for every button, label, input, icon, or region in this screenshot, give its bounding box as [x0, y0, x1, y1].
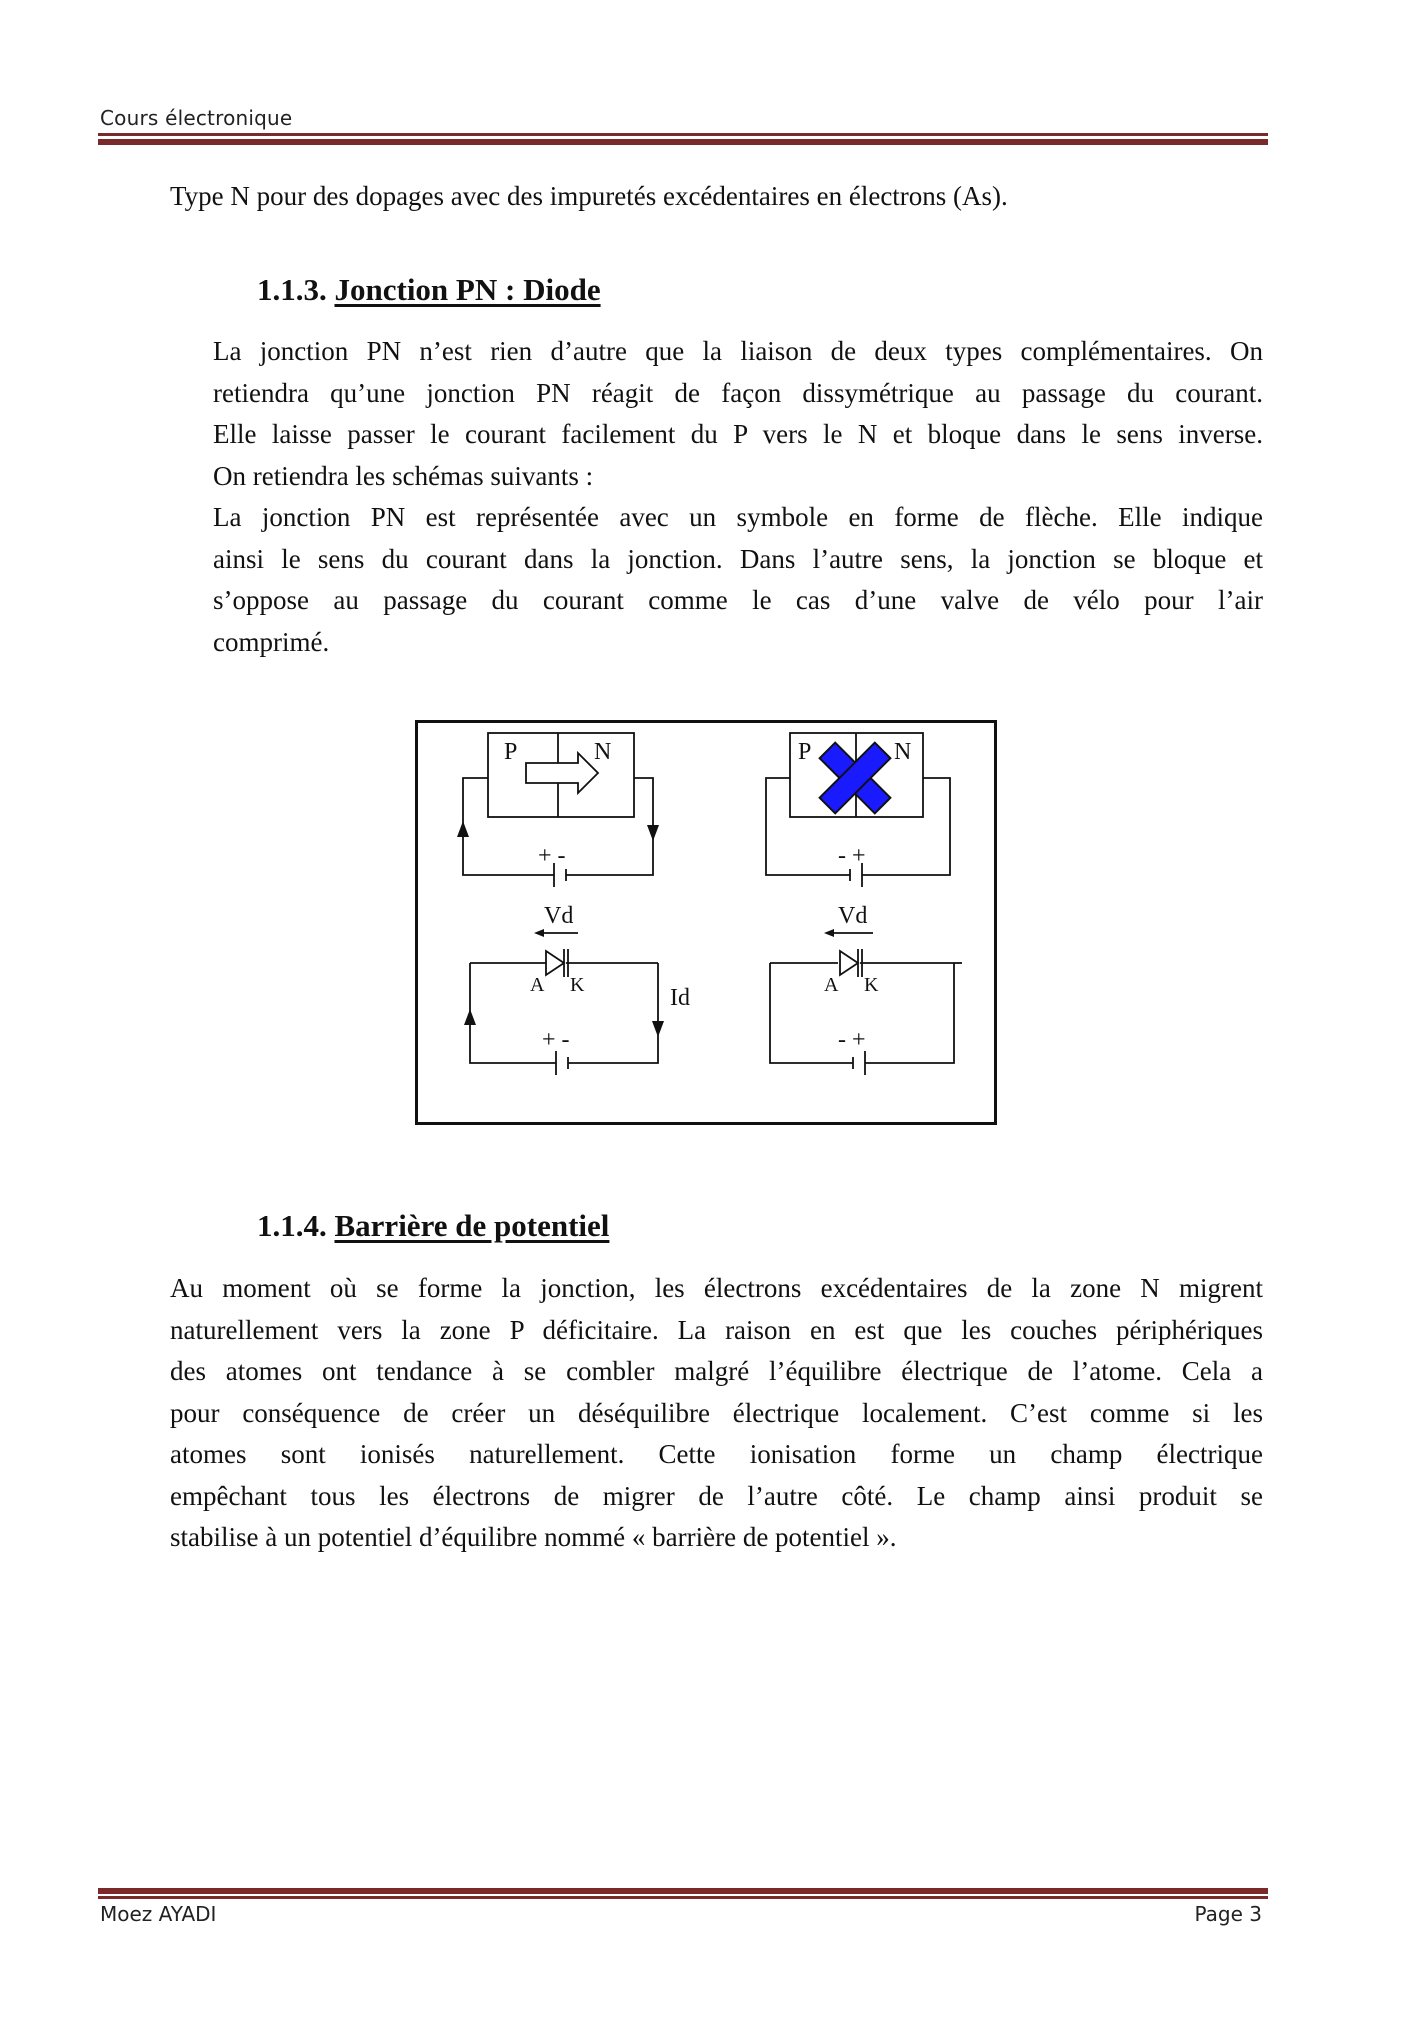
paragraph-line: naturellement vers la zone P déficitaire. La raison en est que les couches périphériques [170, 1314, 1263, 1345]
paragraph-113 [213, 331, 1263, 663]
paragraph-line: On retiendra les schémas suivants : [213, 460, 594, 491]
header-rule-thick [98, 139, 1268, 145]
paragraph-line: ainsi le sens du courant dans la jonction. Dans l’autre sens, la jonction se bloque et [213, 543, 1263, 574]
p-label: P [798, 739, 812, 765]
forward-polarity: + - [538, 843, 566, 869]
footer-author: Moez AYADI [100, 1902, 217, 1926]
paragraph-line: Au moment où se forme la jonction, les électrons excédentaires de la zone N migrent [170, 1273, 1263, 1303]
n-label: N [594, 739, 612, 765]
forward-arrow-icon [526, 753, 598, 793]
footer-page-number: Page 3 [1194, 1902, 1262, 1926]
forward-polarity: + - [542, 1027, 570, 1053]
vd-arrowhead-icon [534, 929, 544, 937]
blocking-cross-icon [820, 743, 891, 814]
cathode-label: K [570, 974, 585, 996]
diode-icon [840, 951, 858, 975]
diode-diagram [418, 723, 994, 1122]
paragraph-114 [170, 1268, 1263, 1559]
intro-line: Type N pour des dopages avec des impuretés excédentaires en électrons (As). [170, 181, 1008, 211]
current-arrow-up-icon [464, 1009, 476, 1025]
current-arrow-down-icon [647, 825, 659, 841]
reverse-polarity: - + [838, 1027, 866, 1053]
section-title: Barrière de potentiel [334, 1208, 610, 1243]
vd-arrowhead-icon [824, 929, 834, 937]
section-heading-113 [257, 272, 601, 308]
n-label: N [894, 739, 912, 765]
paragraph-line: des atomes ont tendance à se combler malgré l’équilibre électrique de l’atome. Cela a [170, 1356, 1263, 1386]
header-title: Cours électronique [100, 106, 293, 130]
paragraph-line: La jonction PN n’est rien d’autre que la liaison de deux types complémentaires. On [213, 336, 1263, 366]
section-number: 1.1.3. [257, 272, 327, 307]
footer-rule-thin [98, 1896, 1268, 1899]
paragraph-line: pour conséquence de créer un déséquilibre électrique localement. C’est comme si les [170, 1397, 1263, 1428]
id-label: Id [670, 985, 690, 1011]
paragraph-line: stabilise à un potentiel d’équilibre nommé « barrière de potentiel ». [170, 1522, 897, 1552]
paragraph-line: atomes sont ionisés naturellement. Cette ionisation forme un champ électrique [170, 1439, 1263, 1469]
current-arrow-up-icon [457, 821, 469, 837]
paragraph-line: La jonction PN est représentée avec un symbole en forme de flèche. Elle indique [213, 502, 1263, 532]
reverse-polarity: - + [838, 843, 866, 869]
p-label: P [504, 739, 518, 765]
section-title: Jonction PN : Diode [334, 272, 601, 307]
diode-figure [415, 720, 997, 1125]
paragraph-line: s’oppose au passage du courant comme le cas d’une valve de vélo pour l’air [213, 585, 1263, 615]
section-heading-114 [257, 1208, 609, 1244]
vd-label: Vd [838, 903, 868, 929]
header-rule-thin [98, 133, 1268, 136]
paragraph-line: comprimé. [213, 626, 330, 657]
anode-label: A [530, 974, 545, 996]
diode-icon [546, 951, 564, 975]
current-arrow-down-icon [652, 1021, 664, 1037]
section-number: 1.1.4. [257, 1208, 327, 1243]
paragraph-line: empêchant tous les électrons de migrer de l’autre côté. Le champ ainsi produit se [170, 1480, 1263, 1511]
anode-label: A [824, 974, 839, 996]
paragraph-line: retiendra qu’une jonction PN réagit de façon dissymétrique au passage du courant. [213, 377, 1263, 408]
footer-rule-thick [98, 1888, 1268, 1894]
cathode-label: K [864, 974, 879, 996]
paragraph-line: Elle laisse passer le courant facilement du P vers le N et bloque dans le sens inverse. [213, 419, 1263, 449]
vd-label: Vd [544, 903, 574, 929]
